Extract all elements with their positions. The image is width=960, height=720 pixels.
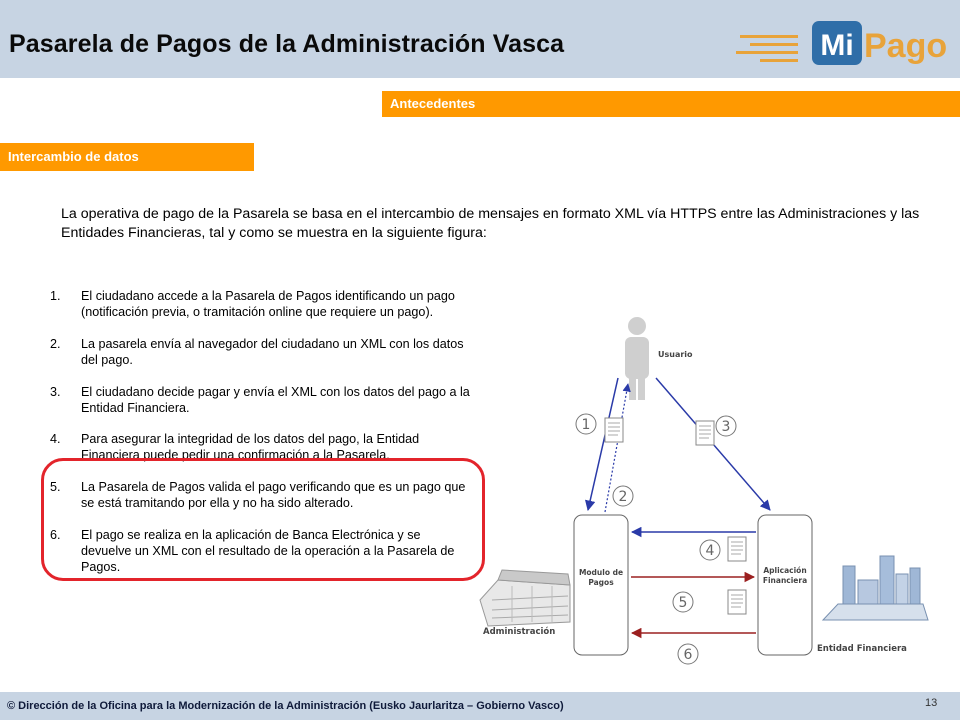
step-badge xyxy=(700,540,720,560)
step-number: 1. xyxy=(50,289,61,303)
step-number: 5. xyxy=(50,480,61,494)
administracion-label: Administración xyxy=(483,627,556,637)
step-badge xyxy=(613,486,633,506)
step-number: 6. xyxy=(50,528,61,542)
financial-buildings-icon xyxy=(823,556,928,620)
section-tag-intercambio: Intercambio de datos xyxy=(0,143,254,171)
user-person-icon xyxy=(625,317,649,400)
step-text: El pago se realiza en la aplicación de Banca Electrónica y se devuelve un XML con el resultado de la operación a la Pasarela de Pagos. xyxy=(81,528,455,574)
intro-paragraph: La operativa de pago de la Pasarela se basa en el intercambio de mensajes en formato XML vía HTTPS entre las Administraciones y las Entidades Financieras, tal y como se muestra en la siguiente figura: xyxy=(61,206,920,241)
modulo-pagos-label-1: Modulo de xyxy=(578,568,624,577)
step-text: Para asegurar la integridad de los datos del pago, la Entidad Financiera puede pedir una confirmación a la Pasarela. xyxy=(81,432,420,462)
xml-document-icon xyxy=(728,590,746,614)
svg-text:Mi: Mi xyxy=(820,29,854,62)
step-text: El ciudadano accede a la Pasarela de Pagos identificando un pago (notificación previa, o tramitación online que requiere un pago). xyxy=(81,289,455,319)
step-badge xyxy=(673,592,693,612)
xml-document-icon xyxy=(728,537,746,561)
step-item xyxy=(50,288,470,320)
modulo-pagos-label-2: Pagos xyxy=(588,578,614,587)
step-text: La pasarela envía al navegador del ciudadano un XML con los datos del pago. xyxy=(81,337,464,367)
mipago-logo xyxy=(736,17,948,73)
step-text: La Pasarela de Pagos valida el pago verificando que es un pago que se está tramitando por ella y no ha sido alterado. xyxy=(81,480,466,510)
section-tag-antecedentes: Antecedentes xyxy=(382,91,960,117)
aplicacion-financiera-label-2: Financiera xyxy=(762,576,808,585)
user-label: Usuario xyxy=(658,350,693,359)
step-number: 4. xyxy=(50,432,61,446)
svg-text:6: 6 xyxy=(683,647,693,663)
svg-text:5: 5 xyxy=(678,595,688,611)
aplicacion-financiera-box xyxy=(758,515,812,655)
svg-text:3: 3 xyxy=(721,419,731,435)
steps-highlight-outline xyxy=(41,458,485,581)
step-number: 2. xyxy=(50,337,61,351)
entidad-financiera-label: Entidad Financiera xyxy=(817,644,907,654)
step-text: El ciudadano decide pagar y envía el XML con los datos del pago a la Entidad Financiera. xyxy=(81,385,470,415)
page-number: 13 xyxy=(925,697,938,709)
step-item xyxy=(50,336,470,368)
step-badge xyxy=(576,414,596,434)
step-badge xyxy=(716,416,736,436)
svg-text:2: 2 xyxy=(618,489,628,505)
page-title: Pasarela de Pagos de la Administración Vasca xyxy=(9,30,565,58)
svg-text:1: 1 xyxy=(581,417,591,433)
step-item xyxy=(50,384,470,416)
footer-copyright: © Dirección de la Oficina para la Modernización de la Administración (Eusko Jaurlaritza – Gobierno Vasco) xyxy=(7,700,564,712)
xml-document-icon xyxy=(696,421,714,445)
aplicacion-financiera-label-1: Aplicación xyxy=(763,566,807,575)
payment-flow-diagram xyxy=(478,300,960,670)
xml-document-icon xyxy=(605,418,623,442)
svg-text:Pago: Pago xyxy=(864,27,948,65)
administration-building-icon xyxy=(480,570,570,626)
arrow-step-1 xyxy=(588,378,618,510)
step-badge xyxy=(678,644,698,664)
svg-text:4: 4 xyxy=(705,543,715,559)
step-number: 3. xyxy=(50,385,61,399)
